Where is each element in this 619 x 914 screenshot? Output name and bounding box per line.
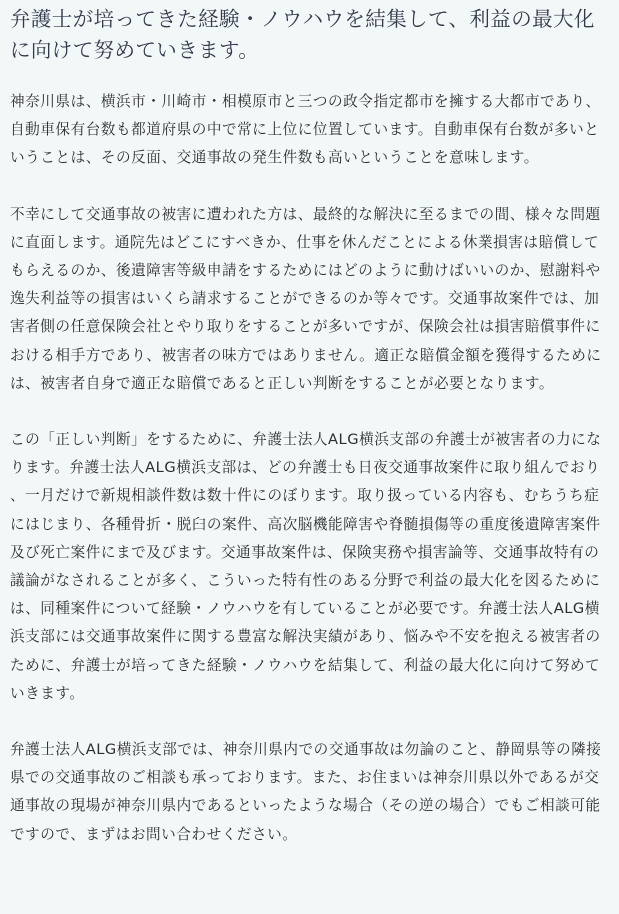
paragraph-problems: 不幸にして交通事故の被害に遭われた方は、最終的な解決に至るまでの間、様々な問題に直面します。通院先はどこにすべきか、仕事を休んだことによる休業損害は賠償してもらえるのか、後遺障害等級申請をするためにはどのように動けばいいのか、慰謝料や逸失利益等の損害はいくら請求することができるのか等々です。交通事故案件では、加害者側の任意保険会社とやり取りをすることが多いですが、保険会社は損害賠償事件における相手方であり、被害者の味方ではありません。適正な賠償金額を獲得するためには、被害者自身で適正な賠償であると正しい判断をすることが必要となります。 [10, 205, 602, 392]
paragraph-intro: 神奈川県は、横浜市・川崎市・相模原市と三つの政令指定都市を擁する大都市であり、自動車保有台数も都道府県の中で常に上位に位置しています。自動車保有台数が多いということは、その反面、交通事故の発生件数も高いということを意味します。 [10, 93, 601, 167]
paragraph-alg-support: この「正しい判断」をするために、弁護士法人ALG横浜支部の弁護士が被害者の力になります。弁護士法人ALG横浜支部は、どの弁護士も日夜交通事故案件に取り組んでおり、一月だけで新規相談件数は数十件にのぼります。取り扱っている内容も、むちうち症にはじまり、各種骨折・脱臼の案件、高次脳機能障害や脊髄損傷等の重度後遺障害案件及び死亡案件にまで及びます。交通事故案件は、保険実務や損害論等、交通事故特有の議論がなされることが多く、こういった特有性のある分野で利益の最大化を図るためには、同種案件について経験・ノウハウを有していることが必要です。弁護士法人ALG横浜支部には交通事故案件に関する豊富な解決実績があり、悩みや不安を抱える被害者のために、弁護士が培ってきた経験・ノウハウを結集して、利益の最大化に向けて努めていきます。 [10, 431, 602, 702]
section-heading: 弁護士が培ってきた経験・ノウハウを結集して、利益の最大化に向けて努めていきます。 [10, 7, 595, 62]
paragraph-consultation-area: 弁護士法人ALG横浜支部では、神奈川県内での交通事故は勿論のこと、静岡県等の隣接県での交通事故のご相談も承っております。また、お住まいは神奈川県以外であるが交通事故の現場が神奈川県内であるといったような場合（その逆の場合）でもご相談可能ですので、まずはお問い合わせください。 [10, 741, 602, 843]
